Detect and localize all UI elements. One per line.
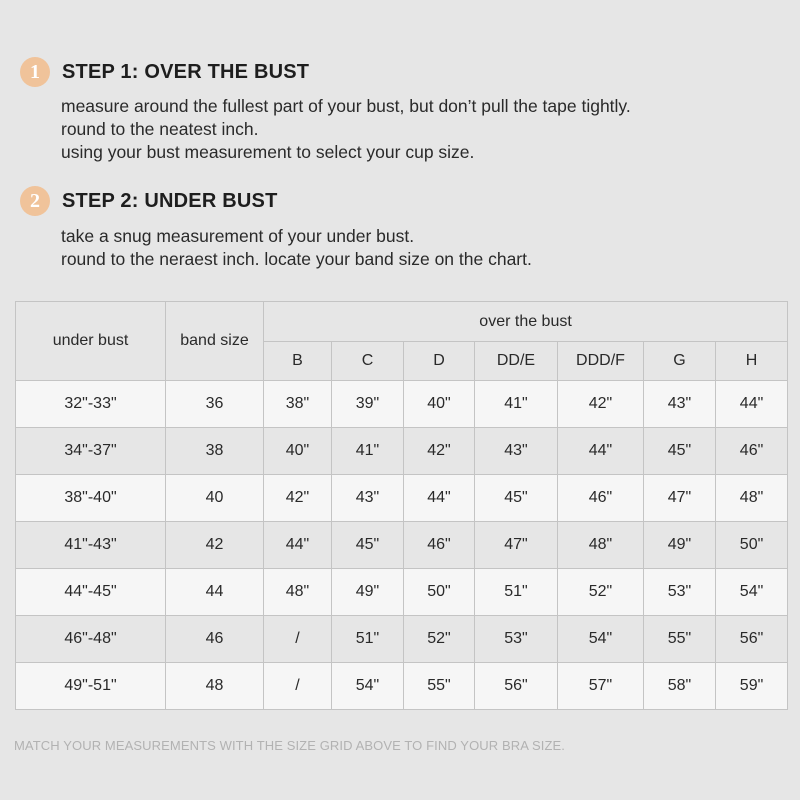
cup-size-cell: 47" xyxy=(644,475,716,522)
footer-note: MATCH YOUR MEASUREMENTS WITH THE SIZE GRID ABOVE TO FIND YOUR BRA SIZE. xyxy=(14,738,566,753)
cup-size-cell: 38" xyxy=(264,381,332,428)
step-2-line: take a snug measurement of your under bust. xyxy=(61,226,415,246)
table-row xyxy=(16,569,788,616)
table-row xyxy=(16,381,788,428)
under-bust-cell: 49"-51" xyxy=(16,663,166,710)
header-cup: DDD/F xyxy=(558,342,644,381)
cup-size-cell: 54" xyxy=(558,616,644,663)
cup-size-cell: 56" xyxy=(716,616,788,663)
step-1-line: measure around the fullest part of your bust, but don’t pull the tape tightly. xyxy=(61,96,631,116)
cup-size-cell: 42" xyxy=(558,381,644,428)
cup-size-cell: 51" xyxy=(475,569,558,616)
band-size-cell: 36 xyxy=(166,381,264,428)
band-size-cell: 46 xyxy=(166,616,264,663)
cup-size-cell: 53" xyxy=(475,616,558,663)
cup-size-cell: 45" xyxy=(332,522,404,569)
cup-size-cell: 44" xyxy=(264,522,332,569)
step-2-instructions xyxy=(61,225,532,271)
cup-size-cell: 53" xyxy=(644,569,716,616)
cup-size-cell: 59" xyxy=(716,663,788,710)
step-2-title: STEP 2: UNDER BUST xyxy=(62,189,278,212)
header-cup: C xyxy=(332,342,404,381)
cup-size-cell: 47" xyxy=(475,522,558,569)
table-row xyxy=(16,475,788,522)
table-row xyxy=(16,428,788,475)
cup-size-cell: 57" xyxy=(558,663,644,710)
cup-size-cell: 44" xyxy=(404,475,475,522)
cup-size-cell: 52" xyxy=(404,616,475,663)
under-bust-cell: 46"-48" xyxy=(16,616,166,663)
under-bust-cell: 41"-43" xyxy=(16,522,166,569)
cup-size-cell: 40" xyxy=(264,428,332,475)
under-bust-cell: 44"-45" xyxy=(16,569,166,616)
cup-size-cell: 50" xyxy=(404,569,475,616)
step-1-line: round to the neatest inch. xyxy=(61,119,259,139)
under-bust-cell: 38"-40" xyxy=(16,475,166,522)
cup-size-cell: 54" xyxy=(332,663,404,710)
header-cup: D xyxy=(404,342,475,381)
cup-size-cell: 40" xyxy=(404,381,475,428)
header-under-bust: under bust xyxy=(16,302,166,381)
cup-size-cell: 48" xyxy=(558,522,644,569)
cup-size-cell: 49" xyxy=(332,569,404,616)
cup-size-cell: 39" xyxy=(332,381,404,428)
cup-size-cell: 55" xyxy=(404,663,475,710)
cup-size-cell: 44" xyxy=(716,381,788,428)
step-1-line: using your bust measurement to select your cup size. xyxy=(61,142,475,162)
cup-size-cell: 41" xyxy=(475,381,558,428)
band-size-cell: 42 xyxy=(166,522,264,569)
header-cup: H xyxy=(716,342,788,381)
cup-size-cell: 49" xyxy=(644,522,716,569)
table-row xyxy=(16,616,788,663)
cup-size-cell: 46" xyxy=(716,428,788,475)
cup-size-cell: 55" xyxy=(644,616,716,663)
cup-size-cell: 52" xyxy=(558,569,644,616)
band-size-cell: 40 xyxy=(166,475,264,522)
cup-size-cell: 51" xyxy=(332,616,404,663)
cup-size-cell: 42" xyxy=(264,475,332,522)
header-cup: G xyxy=(644,342,716,381)
cup-size-cell: 46" xyxy=(404,522,475,569)
cup-size-cell: 43" xyxy=(644,381,716,428)
band-size-cell: 44 xyxy=(166,569,264,616)
cup-size-cell: 45" xyxy=(644,428,716,475)
table-row xyxy=(16,663,788,710)
step-1-instructions xyxy=(61,95,631,164)
band-size-cell: 38 xyxy=(166,428,264,475)
cup-size-cell: 50" xyxy=(716,522,788,569)
step-1-number-badge: 1 xyxy=(20,57,50,87)
cup-size-cell: / xyxy=(264,663,332,710)
cup-size-cell: 43" xyxy=(332,475,404,522)
cup-size-cell: 44" xyxy=(558,428,644,475)
header-band-size: band size xyxy=(166,302,264,381)
cup-size-cell: 56" xyxy=(475,663,558,710)
cup-size-cell: 54" xyxy=(716,569,788,616)
cup-size-cell: 42" xyxy=(404,428,475,475)
header-cup: B xyxy=(264,342,332,381)
band-size-cell: 48 xyxy=(166,663,264,710)
under-bust-cell: 34"-37" xyxy=(16,428,166,475)
cup-size-cell: 48" xyxy=(264,569,332,616)
cup-size-cell: 48" xyxy=(716,475,788,522)
cup-size-cell: / xyxy=(264,616,332,663)
header-over-bust: over the bust xyxy=(264,302,788,342)
size-chart-table xyxy=(15,301,788,710)
step-2-number-badge: 2 xyxy=(20,186,50,216)
step-2-heading xyxy=(20,186,278,216)
step-2-line: round to the neraest inch. locate your band size on the chart. xyxy=(61,249,532,269)
cup-size-cell: 45" xyxy=(475,475,558,522)
under-bust-cell: 32"-33" xyxy=(16,381,166,428)
step-1-heading xyxy=(20,57,309,87)
cup-size-cell: 41" xyxy=(332,428,404,475)
cup-size-cell: 46" xyxy=(558,475,644,522)
table-row xyxy=(16,522,788,569)
step-1-title: STEP 1: OVER THE BUST xyxy=(62,60,310,83)
header-cup: DD/E xyxy=(475,342,558,381)
cup-size-cell: 43" xyxy=(475,428,558,475)
cup-size-cell: 58" xyxy=(644,663,716,710)
